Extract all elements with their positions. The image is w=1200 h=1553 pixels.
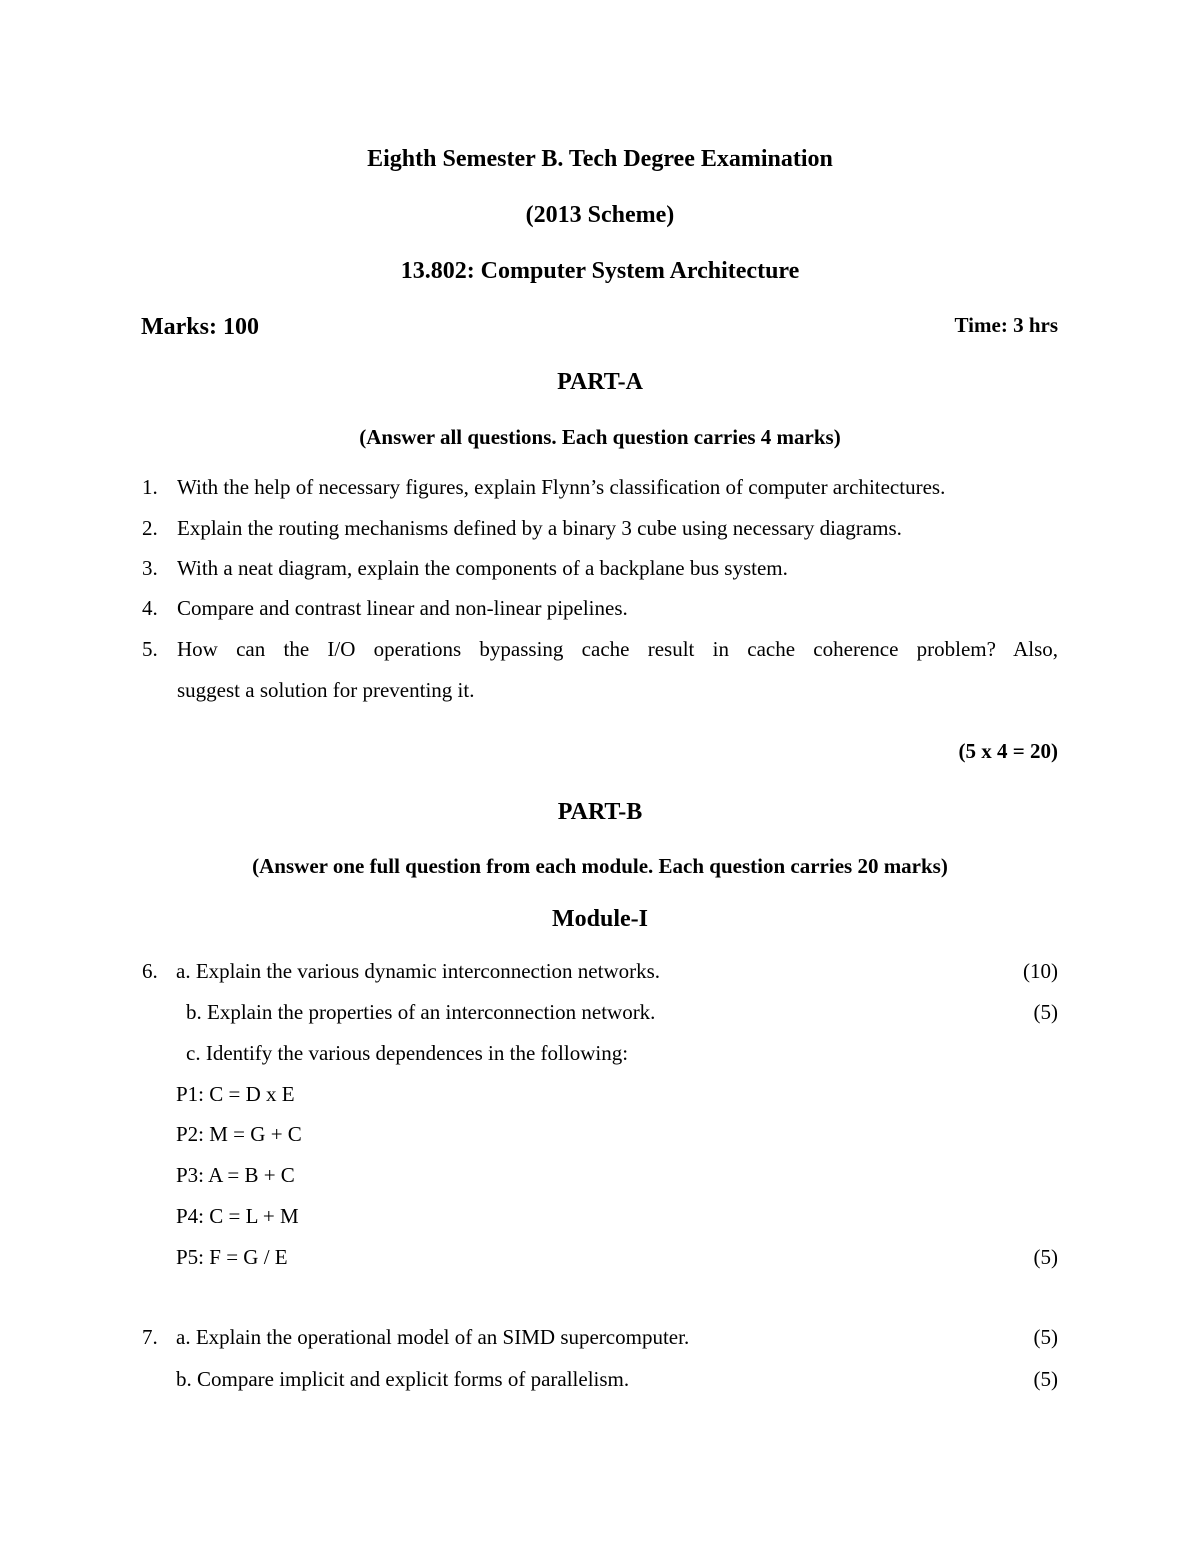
question-7a-marks: (5) xyxy=(1033,1325,1058,1349)
question-text: With a neat diagram, explain the components of a backplane bus system. xyxy=(177,556,788,580)
question-number: 2. xyxy=(142,516,158,540)
question-6c-text: c. Identify the various dependences in the following: xyxy=(186,1041,629,1065)
question-number: 4. xyxy=(142,596,158,620)
statement-p1: P1: C = D x E xyxy=(176,1082,295,1106)
question-number: 5. xyxy=(142,637,158,661)
statement-p5: P5: F = G / E xyxy=(176,1245,288,1269)
part-a-total: (5 x 4 = 20) xyxy=(958,739,1058,763)
question-number: 7. xyxy=(142,1325,158,1349)
question-text: With the help of necessary figures, explain Flynn’s classification of computer architectures. xyxy=(177,475,946,499)
question-6b-marks: (5) xyxy=(1033,1000,1058,1024)
question-number: 3. xyxy=(142,556,158,580)
part-a-heading: PART-A xyxy=(557,369,643,395)
statement-p4: P4: C = L + M xyxy=(176,1204,299,1228)
question-6c-marks: (5) xyxy=(1033,1245,1058,1269)
question-7a-text: a. Explain the operational model of an SIMD supercomputer. xyxy=(176,1325,690,1349)
part-b-heading: PART-B xyxy=(557,799,643,825)
statement-p2: P2: M = G + C xyxy=(176,1122,302,1146)
question-text: Compare and contrast linear and non-linear pipelines. xyxy=(177,596,628,620)
question-number: 6. xyxy=(142,959,158,983)
part-a-instruction: (Answer all questions. Each question carries 4 marks) xyxy=(359,425,841,449)
question-text-continued: suggest a solution for preventing it. xyxy=(177,678,475,702)
question-6a-text: a. Explain the various dynamic interconnection networks. xyxy=(176,959,661,983)
exam-title: Eighth Semester B. Tech Degree Examination xyxy=(367,146,833,172)
question-text: How can the I/O operations bypassing cache result in cache coherence problem? Also, xyxy=(177,637,1058,661)
scheme-label: (2013 Scheme) xyxy=(525,202,675,228)
question-7b-text: b. Compare implicit and explicit forms of parallelism. xyxy=(176,1367,630,1391)
question-6b-text: b. Explain the properties of an interconnection network. xyxy=(186,1000,656,1024)
question-6a-marks: (10) xyxy=(1023,959,1058,983)
module-heading: Module-I xyxy=(552,906,648,932)
part-b-instruction: (Answer one full question from each module. Each question carries 20 marks) xyxy=(252,854,948,878)
course-title: 13.802: Computer System Architecture xyxy=(400,258,800,284)
marks-label: Marks: 100 xyxy=(141,314,259,340)
question-number: 1. xyxy=(142,475,158,499)
statement-p3: P3: A = B + C xyxy=(176,1163,295,1187)
question-text: Explain the routing mechanisms defined by a binary 3 cube using necessary diagrams. xyxy=(177,516,902,540)
question-7b-marks: (5) xyxy=(1033,1367,1058,1391)
time-label: Time: 3 hrs xyxy=(954,313,1058,337)
